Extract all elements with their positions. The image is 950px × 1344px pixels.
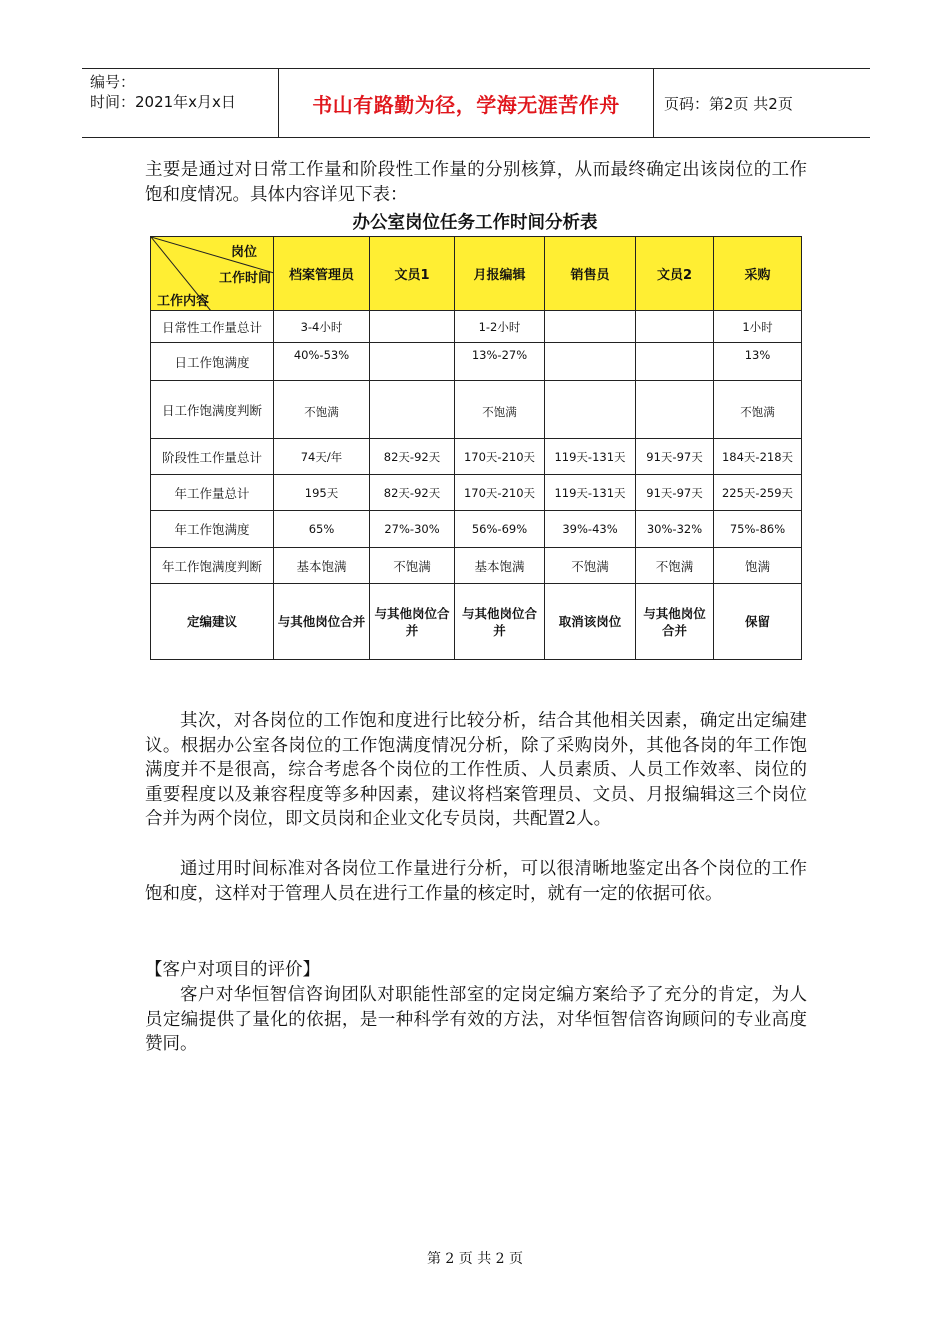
table-cell: 1-2小时 xyxy=(455,311,545,343)
header-slogan: 书山有路勤为径，学海无涯苦作舟 xyxy=(312,92,620,117)
table-cell: 13% xyxy=(714,343,802,381)
row-label: 日常性工作量总计 xyxy=(151,311,274,343)
table-cell: 91天-97天 xyxy=(636,439,714,475)
column-header: 档案管理员 xyxy=(274,237,370,311)
table-cell: 饱满 xyxy=(714,548,802,584)
review-heading: 【客户对项目的评价】 xyxy=(145,960,320,980)
table-cell: 不饱满 xyxy=(714,381,802,439)
table-cell: 39%-43% xyxy=(545,511,636,548)
table-cell: 119天-131天 xyxy=(545,475,636,511)
table-cell: 基本饱满 xyxy=(455,548,545,584)
table-cell: 3-4小时 xyxy=(274,311,370,343)
table-cell: 不饱满 xyxy=(545,548,636,584)
table-row xyxy=(151,548,802,584)
table-cell: 82天-92天 xyxy=(370,475,455,511)
table-cell: 30%-32% xyxy=(636,511,714,548)
table-cell: 170天-210天 xyxy=(455,439,545,475)
table-title: 办公室岗位任务工作时间分析表 xyxy=(352,213,598,233)
column-header: 销售员 xyxy=(545,237,636,311)
document-number-label: 编号： xyxy=(90,73,136,91)
table-row xyxy=(151,343,802,381)
row-label: 日工作饱满度判断 xyxy=(151,381,274,439)
corner-label-position: 岗位 xyxy=(230,245,257,260)
row-label: 日工作饱满度 xyxy=(151,343,274,381)
analysis-paragraph: 其次，对各岗位的工作饱和度进行比较分析，结合其他相关因素，确定出定编建议。根据办公室各岗位的工作饱满度情况分析，除了采购岗外，其他各岗的年工作饱满度并不是很高，综合考虑各个岗位的工作性质、人员素质、人员工作效率、岗位的重要程度以及兼容程度等多种因素，建议将档案管理员、文员、月报编辑这三个岗位合并为两个岗位，即文员岗和企业文化专员岗，共配置2人。 xyxy=(145,711,807,829)
table-cell: 27%-30% xyxy=(370,511,455,548)
diagonal-corner-cell xyxy=(151,237,274,311)
analysis-table xyxy=(150,236,802,660)
column-header: 采购 xyxy=(714,237,802,311)
table-cell: 170天-210天 xyxy=(455,475,545,511)
row-label: 定编建议 xyxy=(151,584,274,660)
table-row-recommendation xyxy=(151,584,802,660)
table-cell xyxy=(545,311,636,343)
table-cell: 与其他岗位合并 xyxy=(370,584,455,660)
page-footer: 第 2 页 共 2 页 xyxy=(426,1251,524,1267)
table-cell xyxy=(370,381,455,439)
table-row xyxy=(151,311,802,343)
column-header: 文员2 xyxy=(636,237,714,311)
table-cell: 75%-86% xyxy=(714,511,802,548)
header-meta xyxy=(82,69,279,137)
table-cell: 13%-27% xyxy=(455,343,545,381)
table-cell: 40%-53% xyxy=(274,343,370,381)
table-cell: 119天-131天 xyxy=(545,439,636,475)
table-cell: 82天-92天 xyxy=(370,439,455,475)
table-cell: 225天-259天 xyxy=(714,475,802,511)
review-paragraph: 客户对华恒智信咨询团队对职能性部室的定岗定编方案给予了充分的肯定，为人员定编提供了量化的依据，是一种科学有效的方法，对华恒智信咨询顾问的专业高度赞同。 xyxy=(145,985,807,1054)
table-cell xyxy=(370,343,455,381)
corner-label-workcontent: 工作内容 xyxy=(157,294,210,309)
table-row xyxy=(151,475,802,511)
table-cell: 取消该岗位 xyxy=(545,584,636,660)
table-cell: 基本饱满 xyxy=(274,548,370,584)
table-cell: 91天-97天 xyxy=(636,475,714,511)
table-cell: 65% xyxy=(274,511,370,548)
table-cell xyxy=(545,381,636,439)
table-cell xyxy=(636,311,714,343)
table-cell: 195天 xyxy=(274,475,370,511)
table-cell: 保留 xyxy=(714,584,802,660)
conclusion-paragraph: 通过用时间标准对各岗位工作量进行分析，可以很清晰地鉴定出各个岗位的工作饱和度，这样对于管理人员在进行工作量的核定时，就有一定的依据可依。 xyxy=(145,859,807,904)
column-header: 文员1 xyxy=(370,237,455,311)
table-cell: 与其他岗位合并 xyxy=(274,584,370,660)
table-cell: 不饱满 xyxy=(636,548,714,584)
intro-paragraph: 主要是通过对日常工作量和阶段性工作量的分别核算，从而最终确定出该岗位的工作饱和度情况。具体内容详见下表： xyxy=(145,160,807,205)
table-cell xyxy=(636,381,714,439)
table-cell: 184天-218天 xyxy=(714,439,802,475)
table-row xyxy=(151,439,802,475)
table-cell xyxy=(545,343,636,381)
corner-label-worktime: 工作时间 xyxy=(218,271,271,286)
row-label: 年工作饱满度 xyxy=(151,511,274,548)
header-slogan-cell xyxy=(279,69,654,137)
table-header-row xyxy=(151,237,802,311)
table-row xyxy=(151,511,802,548)
table-cell: 与其他岗位合并 xyxy=(455,584,545,660)
row-label: 阶段性工作量总计 xyxy=(151,439,274,475)
document-date: 时间：2021年x月x日 xyxy=(90,93,236,111)
table-cell xyxy=(636,343,714,381)
table-cell xyxy=(370,311,455,343)
table-cell: 74天/年 xyxy=(274,439,370,475)
table-cell: 与其他岗位合并 xyxy=(636,584,714,660)
table-cell: 不饱满 xyxy=(274,381,370,439)
header-page-info: 页码：第2页 共2页 xyxy=(664,94,793,113)
table-cell: 1小时 xyxy=(714,311,802,343)
row-label: 年工作量总计 xyxy=(151,475,274,511)
table-cell: 不饱满 xyxy=(455,381,545,439)
table-cell: 不饱满 xyxy=(370,548,455,584)
row-label: 年工作饱满度判断 xyxy=(151,548,274,584)
table-cell: 56%-69% xyxy=(455,511,545,548)
column-header: 月报编辑 xyxy=(455,237,545,311)
table-row xyxy=(151,381,802,439)
page-header xyxy=(82,68,870,138)
